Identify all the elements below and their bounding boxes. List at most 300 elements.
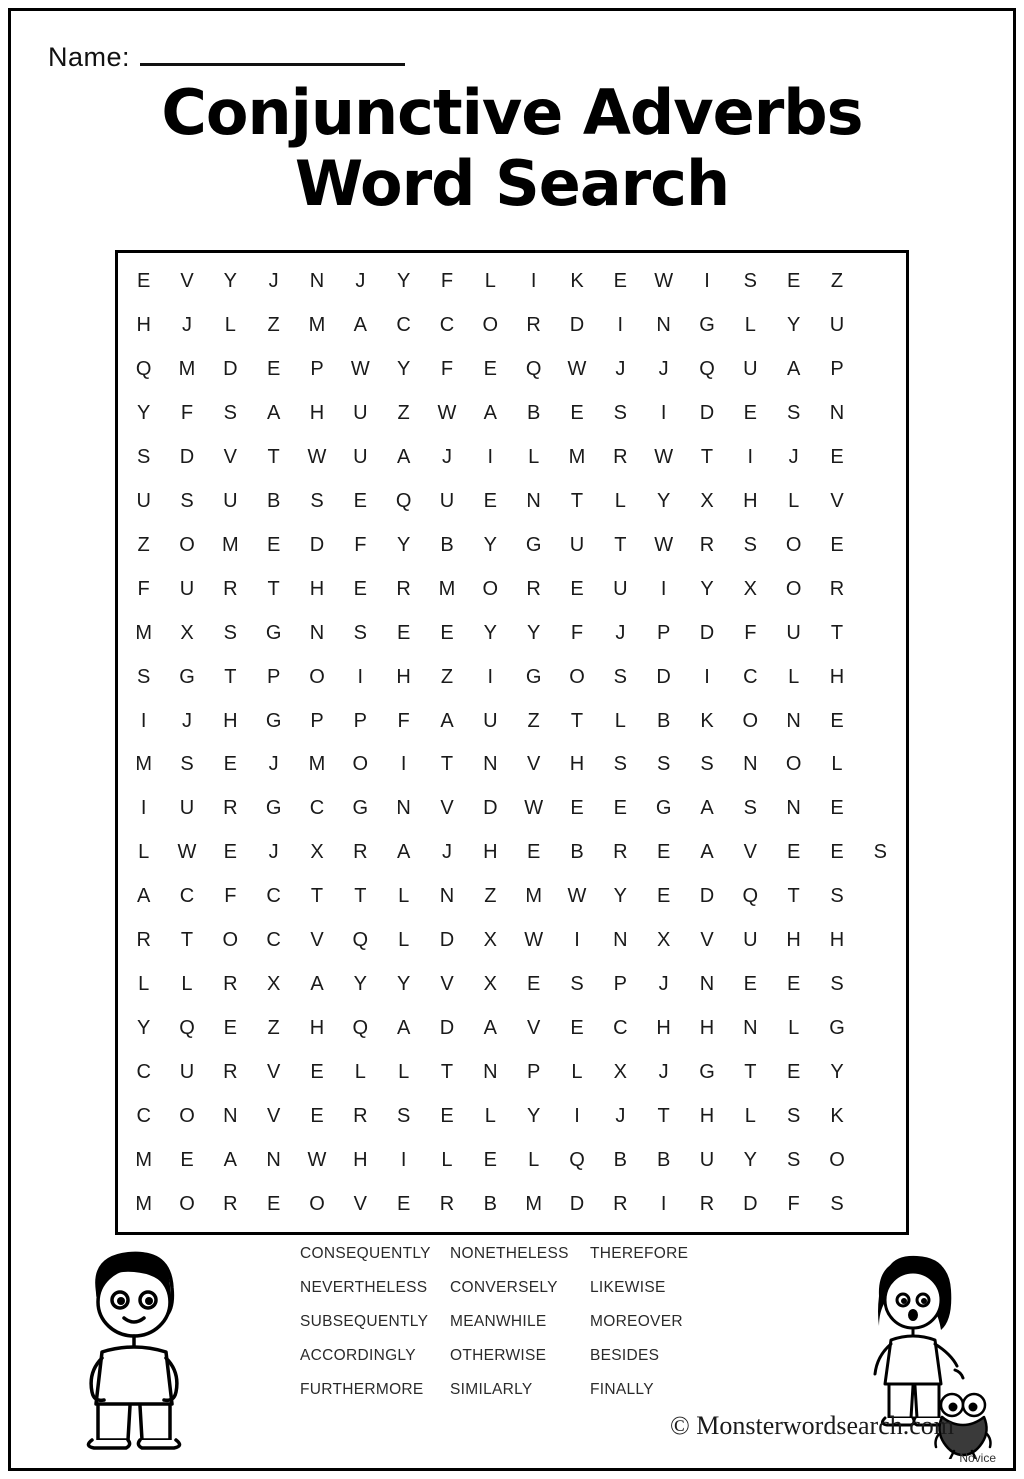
grid-cell[interactable]: C xyxy=(136,1105,151,1128)
grid-cell[interactable]: R xyxy=(526,313,541,336)
grid-cell[interactable]: Z xyxy=(397,401,410,424)
grid-cell[interactable]: R xyxy=(353,841,368,864)
grid-cell[interactable]: F xyxy=(224,885,237,908)
grid-cell[interactable]: J xyxy=(441,841,452,864)
word-list-item[interactable]: THEREFORE xyxy=(590,1245,689,1262)
grid-cell[interactable]: D xyxy=(439,929,455,952)
grid-cell[interactable]: X xyxy=(483,929,497,952)
grid-cell[interactable]: N xyxy=(483,1061,498,1084)
grid-cell[interactable]: S xyxy=(830,1193,844,1215)
grid-cell[interactable]: Y xyxy=(136,401,151,424)
grid-cell[interactable]: S xyxy=(613,753,627,776)
grid-cell[interactable]: X xyxy=(180,621,194,644)
grid-cell[interactable]: E xyxy=(223,1017,237,1040)
grid-cell[interactable]: C xyxy=(439,313,455,336)
grid-cell[interactable]: B xyxy=(656,1149,671,1172)
grid-cell[interactable]: E xyxy=(830,709,844,732)
grid-cell[interactable]: Y xyxy=(743,1149,757,1172)
grid-cell[interactable]: W xyxy=(524,929,544,952)
grid-cell[interactable]: W xyxy=(307,1149,327,1172)
grid-cell[interactable]: H xyxy=(699,1017,715,1040)
grid-cell[interactable]: X xyxy=(483,973,497,996)
grid-cell[interactable]: N xyxy=(309,269,325,292)
grid-cell[interactable]: S xyxy=(223,621,237,644)
grid-cell[interactable]: H xyxy=(743,489,758,512)
grid-cell[interactable]: L xyxy=(398,1061,410,1084)
grid-cell[interactable]: Y xyxy=(526,1105,541,1128)
grid-cell[interactable]: S xyxy=(396,1105,411,1128)
grid-cell[interactable]: P xyxy=(613,973,627,996)
grid-cell[interactable]: M xyxy=(135,753,152,776)
grid-cell[interactable]: Z xyxy=(484,885,497,908)
grid-cell[interactable]: L xyxy=(571,1061,583,1084)
grid-cell[interactable]: V xyxy=(310,929,324,952)
grid-cell[interactable]: N xyxy=(309,621,325,644)
grid-cell[interactable]: U xyxy=(613,577,628,600)
grid-cell[interactable]: T xyxy=(267,445,280,468)
grid-cell[interactable]: A xyxy=(353,313,367,336)
grid-cell[interactable]: S xyxy=(613,665,627,688)
grid-cell[interactable]: S xyxy=(743,533,757,556)
grid-cell[interactable]: L xyxy=(484,269,496,292)
grid-cell[interactable]: G xyxy=(525,533,542,556)
grid-cell[interactable]: L xyxy=(484,1105,496,1128)
grid-cell[interactable]: S xyxy=(700,753,714,776)
grid-cell[interactable]: G xyxy=(829,1017,845,1040)
grid-cell[interactable]: D xyxy=(569,1193,585,1215)
grid-cell[interactable]: W xyxy=(437,401,457,424)
grid-cell[interactable]: O xyxy=(482,313,499,336)
grid-cell[interactable]: K xyxy=(570,269,584,292)
grid-cell[interactable]: E xyxy=(483,1149,497,1172)
grid-cell[interactable]: M xyxy=(135,621,152,644)
grid-cell[interactable]: S xyxy=(743,797,757,820)
grid-cell[interactable]: N xyxy=(526,489,541,512)
word-list-item[interactable]: NONETHELESS xyxy=(450,1245,569,1262)
grid-cell[interactable]: X xyxy=(266,973,281,996)
grid-cell[interactable]: Q xyxy=(352,929,369,952)
grid-cell[interactable]: N xyxy=(483,753,498,776)
grid-cell[interactable]: N xyxy=(786,797,801,820)
grid-cell[interactable]: E xyxy=(656,885,671,908)
grid-cell[interactable]: H xyxy=(223,709,238,732)
grid-cell[interactable]: E xyxy=(613,797,627,820)
grid-cell[interactable]: H xyxy=(786,929,801,952)
grid-cell[interactable]: L xyxy=(224,313,236,336)
grid-cell[interactable]: E xyxy=(483,489,497,512)
grid-cell[interactable]: E xyxy=(440,621,454,644)
grid-cell[interactable]: T xyxy=(354,885,367,908)
grid-cell[interactable]: I xyxy=(400,1149,407,1172)
grid-cell[interactable]: S xyxy=(180,753,194,776)
word-list-item[interactable]: FINALLY xyxy=(590,1381,654,1398)
grid-cell[interactable]: I xyxy=(574,929,580,952)
grid-cell[interactable]: E xyxy=(830,533,844,556)
grid-cell[interactable]: I xyxy=(487,445,494,468)
grid-cell[interactable]: T xyxy=(614,533,627,556)
grid-cell[interactable]: E xyxy=(570,797,584,820)
grid-cell[interactable]: L xyxy=(788,489,800,512)
grid-cell[interactable]: E xyxy=(440,1105,454,1128)
grid-cell[interactable]: S xyxy=(786,1149,801,1172)
grid-cell[interactable]: H xyxy=(656,1017,671,1040)
grid-cell[interactable]: R xyxy=(223,577,238,600)
grid-cell[interactable]: T xyxy=(570,709,584,732)
grid-cell[interactable]: L xyxy=(788,665,800,688)
grid-cell[interactable]: S xyxy=(310,489,324,512)
grid-cell[interactable]: A xyxy=(396,445,411,468)
grid-cell[interactable]: Y xyxy=(396,269,411,292)
grid-cell[interactable]: U xyxy=(439,489,455,512)
grid-cell[interactable]: N xyxy=(223,1105,238,1128)
grid-cell[interactable]: I xyxy=(140,709,147,732)
grid-cell[interactable]: V xyxy=(266,1061,281,1084)
grid-cell[interactable]: Y xyxy=(830,1061,844,1084)
word-list-item[interactable]: MOREOVER xyxy=(590,1313,683,1330)
grid-cell[interactable]: H xyxy=(309,401,325,424)
grid-cell[interactable]: T xyxy=(440,1061,454,1084)
grid-cell[interactable]: E xyxy=(223,753,237,776)
grid-cell[interactable]: B xyxy=(440,533,454,556)
grid-cell[interactable]: C xyxy=(266,929,281,952)
grid-cell[interactable]: Q xyxy=(699,357,715,380)
grid-cell[interactable]: J xyxy=(615,357,626,380)
grid-cell[interactable]: O xyxy=(569,665,585,688)
grid-cell[interactable]: E xyxy=(613,269,627,292)
grid-cell[interactable]: W xyxy=(307,445,327,468)
grid-cell[interactable]: N xyxy=(786,709,801,732)
grid-cell[interactable]: E xyxy=(266,357,281,380)
grid-cell[interactable]: U xyxy=(223,489,238,512)
grid-cell[interactable]: M xyxy=(568,445,586,468)
grid-cell[interactable]: G xyxy=(352,797,369,820)
grid-cell[interactable]: M xyxy=(135,1193,152,1215)
grid-cell[interactable]: Y xyxy=(483,621,497,644)
grid-cell[interactable]: L xyxy=(614,709,626,732)
grid-cell[interactable]: U xyxy=(699,1149,715,1172)
grid-cell[interactable]: G xyxy=(699,313,715,336)
grid-cell[interactable]: O xyxy=(742,709,759,732)
grid-cell[interactable]: G xyxy=(265,797,282,820)
grid-cell[interactable]: E xyxy=(483,357,497,380)
word-list-item[interactable]: SUBSEQUENTLY xyxy=(300,1313,429,1330)
grid-cell[interactable]: C xyxy=(396,313,411,336)
grid-cell[interactable]: B xyxy=(613,1149,627,1172)
grid-cell[interactable]: D xyxy=(656,665,671,688)
word-list-item[interactable]: CONVERSELY xyxy=(450,1279,558,1296)
grid-cell[interactable]: R xyxy=(396,577,411,600)
grid-cell[interactable]: R xyxy=(223,1193,238,1215)
grid-cell[interactable]: J xyxy=(268,753,279,776)
grid-cell[interactable]: J xyxy=(268,841,279,864)
grid-cell[interactable]: T xyxy=(830,621,844,644)
grid-cell[interactable]: V xyxy=(700,929,714,952)
grid-cell[interactable]: J xyxy=(658,973,669,996)
grid-cell[interactable]: Y xyxy=(700,577,714,600)
word-list-item[interactable]: FURTHERMORE xyxy=(300,1381,424,1398)
grid-cell[interactable]: I xyxy=(660,401,667,424)
grid-cell[interactable]: E xyxy=(786,973,801,996)
grid-cell[interactable]: E xyxy=(396,621,411,644)
grid-cell[interactable]: T xyxy=(657,1105,670,1128)
grid-cell[interactable]: E xyxy=(526,973,541,996)
grid-cell[interactable]: R xyxy=(699,1193,715,1215)
grid-cell[interactable]: M xyxy=(308,753,326,776)
grid-cell[interactable]: D xyxy=(569,313,585,336)
grid-cell[interactable]: B xyxy=(483,1193,497,1215)
grid-cell[interactable]: H xyxy=(136,313,151,336)
grid-cell[interactable]: R xyxy=(613,1193,628,1215)
grid-cell[interactable]: G xyxy=(655,797,672,820)
grid-cell[interactable]: A xyxy=(396,841,411,864)
grid-cell[interactable]: D xyxy=(483,797,498,820)
grid-cell[interactable]: V xyxy=(180,269,194,292)
grid-cell[interactable]: I xyxy=(747,445,754,468)
word-list-item[interactable]: MEANWHILE xyxy=(450,1313,547,1330)
grid-cell[interactable]: D xyxy=(309,533,325,556)
grid-cell[interactable]: L xyxy=(138,973,150,996)
grid-cell[interactable]: O xyxy=(785,753,802,776)
grid-cell[interactable]: I xyxy=(617,313,624,336)
grid-cell[interactable]: E xyxy=(353,489,367,512)
grid-cell[interactable]: B xyxy=(656,709,671,732)
grid-cell[interactable]: O xyxy=(179,533,195,556)
grid-cell[interactable]: X xyxy=(743,577,757,600)
grid-cell[interactable]: S xyxy=(570,973,584,996)
grid-cell[interactable]: M xyxy=(178,357,196,380)
grid-cell[interactable]: N xyxy=(266,1149,281,1172)
grid-cell[interactable]: V xyxy=(266,1105,281,1128)
grid-cell[interactable]: V xyxy=(526,1017,541,1040)
grid-cell[interactable]: K xyxy=(700,709,714,732)
grid-cell[interactable]: E xyxy=(786,1061,801,1084)
grid-cell[interactable]: J xyxy=(615,621,626,644)
grid-cell[interactable]: N xyxy=(743,753,758,776)
grid-cell[interactable]: L xyxy=(354,1061,366,1084)
grid-cell[interactable]: O xyxy=(179,1193,195,1215)
grid-cell[interactable]: Z xyxy=(527,709,540,732)
grid-cell[interactable]: Q xyxy=(179,1017,195,1040)
grid-cell[interactable]: O xyxy=(829,1149,845,1172)
grid-cell[interactable]: O xyxy=(785,533,802,556)
grid-cell[interactable]: S xyxy=(873,841,887,864)
grid-cell[interactable]: R xyxy=(613,841,628,864)
grid-cell[interactable]: W xyxy=(654,533,674,556)
grid-cell[interactable]: J xyxy=(355,269,366,292)
grid-cell[interactable]: T xyxy=(267,577,280,600)
grid-cell[interactable]: E xyxy=(223,841,237,864)
grid-cell[interactable]: F xyxy=(440,357,454,380)
grid-cell[interactable]: X xyxy=(656,929,671,952)
grid-cell[interactable]: F xyxy=(397,709,410,732)
grid-cell[interactable]: S xyxy=(136,665,151,688)
grid-cell[interactable]: Q xyxy=(742,885,759,908)
grid-cell[interactable]: C xyxy=(743,665,758,688)
grid-cell[interactable]: L xyxy=(398,929,410,952)
grid-cell[interactable]: Y xyxy=(613,885,627,908)
word-list-item[interactable]: BESIDES xyxy=(590,1347,660,1364)
grid-cell[interactable]: Q xyxy=(135,357,152,380)
grid-cell[interactable]: U xyxy=(179,797,195,820)
grid-cell[interactable]: Y xyxy=(136,1017,151,1040)
grid-cell[interactable]: E xyxy=(266,533,281,556)
grid-cell[interactable]: T xyxy=(570,489,584,512)
grid-cell[interactable]: M xyxy=(308,313,326,336)
grid-cell[interactable]: M xyxy=(135,1149,152,1172)
grid-cell[interactable]: I xyxy=(357,665,364,688)
grid-cell[interactable]: A xyxy=(483,1017,497,1040)
grid-cell[interactable]: L xyxy=(744,1105,756,1128)
grid-cell[interactable]: N xyxy=(613,929,628,952)
grid-cell[interactable]: M xyxy=(525,885,542,908)
grid-cell[interactable]: F xyxy=(570,621,584,644)
grid-cell[interactable]: Y xyxy=(223,269,237,292)
grid-cell[interactable]: U xyxy=(569,533,585,556)
grid-cell[interactable]: H xyxy=(309,1017,325,1040)
grid-cell[interactable]: A xyxy=(786,357,801,380)
grid-cell[interactable]: Q xyxy=(569,1149,585,1172)
grid-cell[interactable]: H xyxy=(829,665,845,688)
grid-cell[interactable]: R xyxy=(829,577,845,600)
grid-cell[interactable]: F xyxy=(137,577,150,600)
grid-cell[interactable]: B xyxy=(526,401,541,424)
grid-cell[interactable]: J xyxy=(658,357,669,380)
grid-cell[interactable]: U xyxy=(179,1061,195,1084)
grid-cell[interactable]: Y xyxy=(396,533,411,556)
grid-cell[interactable]: O xyxy=(222,929,239,952)
grid-cell[interactable]: S xyxy=(613,401,627,424)
grid-cell[interactable]: I xyxy=(704,665,710,688)
grid-cell[interactable]: C xyxy=(309,797,325,820)
grid-cell[interactable]: A xyxy=(483,401,497,424)
grid-cell[interactable]: C xyxy=(266,885,281,908)
grid-cell[interactable]: G xyxy=(265,621,282,644)
grid-cell[interactable]: N xyxy=(439,885,455,908)
grid-cell[interactable]: Y xyxy=(396,973,411,996)
grid-cell[interactable]: V xyxy=(526,753,541,776)
grid-cell[interactable]: E xyxy=(353,577,367,600)
grid-cell[interactable]: S xyxy=(743,269,757,292)
grid-cell[interactable]: A xyxy=(266,401,281,424)
grid-cell[interactable]: T xyxy=(310,885,324,908)
grid-cell[interactable]: Z xyxy=(440,665,454,688)
grid-cell[interactable]: P xyxy=(266,665,281,688)
grid-cell[interactable]: N xyxy=(656,313,671,336)
grid-cell[interactable]: D xyxy=(699,885,715,908)
grid-cell[interactable]: G xyxy=(265,709,282,732)
grid-cell[interactable]: I xyxy=(487,665,494,688)
grid-cell[interactable]: L xyxy=(398,885,410,908)
grid-cell[interactable]: U xyxy=(179,577,195,600)
grid-cell[interactable]: N xyxy=(699,973,715,996)
grid-cell[interactable]: R xyxy=(353,1105,368,1128)
grid-cell[interactable]: Y xyxy=(396,357,411,380)
grid-cell[interactable]: H xyxy=(829,929,845,952)
grid-cell[interactable]: S xyxy=(786,1105,801,1128)
grid-cell[interactable]: X xyxy=(310,841,324,864)
grid-cell[interactable]: A xyxy=(310,973,324,996)
grid-cell[interactable]: R xyxy=(223,1061,238,1084)
grid-cell[interactable]: X xyxy=(700,489,714,512)
grid-cell[interactable]: R xyxy=(699,533,715,556)
grid-cell[interactable]: P xyxy=(353,709,367,732)
word-list-item[interactable]: NEVERTHELESS xyxy=(300,1279,428,1296)
grid-cell[interactable]: G xyxy=(525,665,542,688)
grid-cell[interactable]: G xyxy=(179,665,195,688)
grid-cell[interactable]: J xyxy=(788,445,799,468)
grid-cell[interactable]: J xyxy=(615,1105,626,1128)
grid-cell[interactable]: L xyxy=(614,489,626,512)
grid-cell[interactable]: B xyxy=(570,841,584,864)
grid-cell[interactable]: Z xyxy=(830,269,844,292)
word-list-item[interactable]: CONSEQUENTLY xyxy=(300,1245,431,1262)
grid-cell[interactable]: M xyxy=(221,533,239,556)
letter-grid[interactable] xyxy=(118,253,906,1232)
grid-cell[interactable]: A xyxy=(440,709,454,732)
grid-cell[interactable]: L xyxy=(441,1149,453,1172)
grid-cell[interactable]: D xyxy=(699,621,715,644)
grid-cell[interactable]: S xyxy=(656,753,671,776)
grid-cell[interactable]: N xyxy=(743,1017,758,1040)
grid-cell[interactable]: E xyxy=(570,1017,584,1040)
grid-cell[interactable]: O xyxy=(309,665,325,688)
grid-cell[interactable]: E xyxy=(570,577,584,600)
grid-cell[interactable]: H xyxy=(483,841,498,864)
grid-cell[interactable]: S xyxy=(353,621,367,644)
grid-cell[interactable]: F xyxy=(180,401,194,424)
grid-cell[interactable]: U xyxy=(743,929,758,952)
grid-cell[interactable]: Q xyxy=(395,489,412,512)
grid-cell[interactable]: T xyxy=(744,1061,757,1084)
grid-cell[interactable]: R xyxy=(613,445,628,468)
grid-cell[interactable]: E xyxy=(830,841,844,864)
word-list-item[interactable]: ACCORDINGLY xyxy=(300,1347,416,1364)
grid-cell[interactable]: C xyxy=(613,1017,628,1040)
grid-cell[interactable]: J xyxy=(658,1061,669,1084)
grid-cell[interactable]: D xyxy=(179,445,195,468)
word-search-grid[interactable] xyxy=(115,250,909,1235)
grid-cell[interactable]: W xyxy=(567,357,587,380)
grid-cell[interactable]: C xyxy=(136,1061,151,1084)
grid-cell[interactable]: L xyxy=(138,841,150,864)
grid-cell[interactable]: R xyxy=(223,797,238,820)
grid-cell[interactable]: V xyxy=(353,1193,367,1215)
grid-cell[interactable]: E xyxy=(310,1105,324,1128)
grid-cell[interactable]: E xyxy=(743,401,757,424)
word-list-item[interactable]: OTHERWISE xyxy=(450,1347,547,1364)
grid-cell[interactable]: S xyxy=(830,885,844,908)
grid-cell[interactable]: D xyxy=(743,1193,758,1215)
grid-cell[interactable]: A xyxy=(700,841,714,864)
grid-cell[interactable]: V xyxy=(223,445,237,468)
grid-cell[interactable]: U xyxy=(743,357,758,380)
grid-cell[interactable]: O xyxy=(309,1193,325,1215)
grid-cell[interactable]: I xyxy=(704,269,710,292)
grid-cell[interactable]: Q xyxy=(525,357,542,380)
grid-cell[interactable]: L xyxy=(528,445,540,468)
grid-cell[interactable]: R xyxy=(136,929,151,952)
grid-cell[interactable]: L xyxy=(788,1017,800,1040)
grid-cell[interactable]: W xyxy=(524,797,544,820)
grid-cell[interactable]: H xyxy=(569,753,585,776)
grid-cell[interactable]: U xyxy=(136,489,151,512)
grid-cell[interactable]: P xyxy=(310,357,324,380)
grid-cell[interactable]: Y xyxy=(526,621,541,644)
grid-cell[interactable]: W xyxy=(350,357,370,380)
grid-cell[interactable]: T xyxy=(180,929,194,952)
grid-cell[interactable]: B xyxy=(266,489,281,512)
grid-cell[interactable]: R xyxy=(526,577,541,600)
